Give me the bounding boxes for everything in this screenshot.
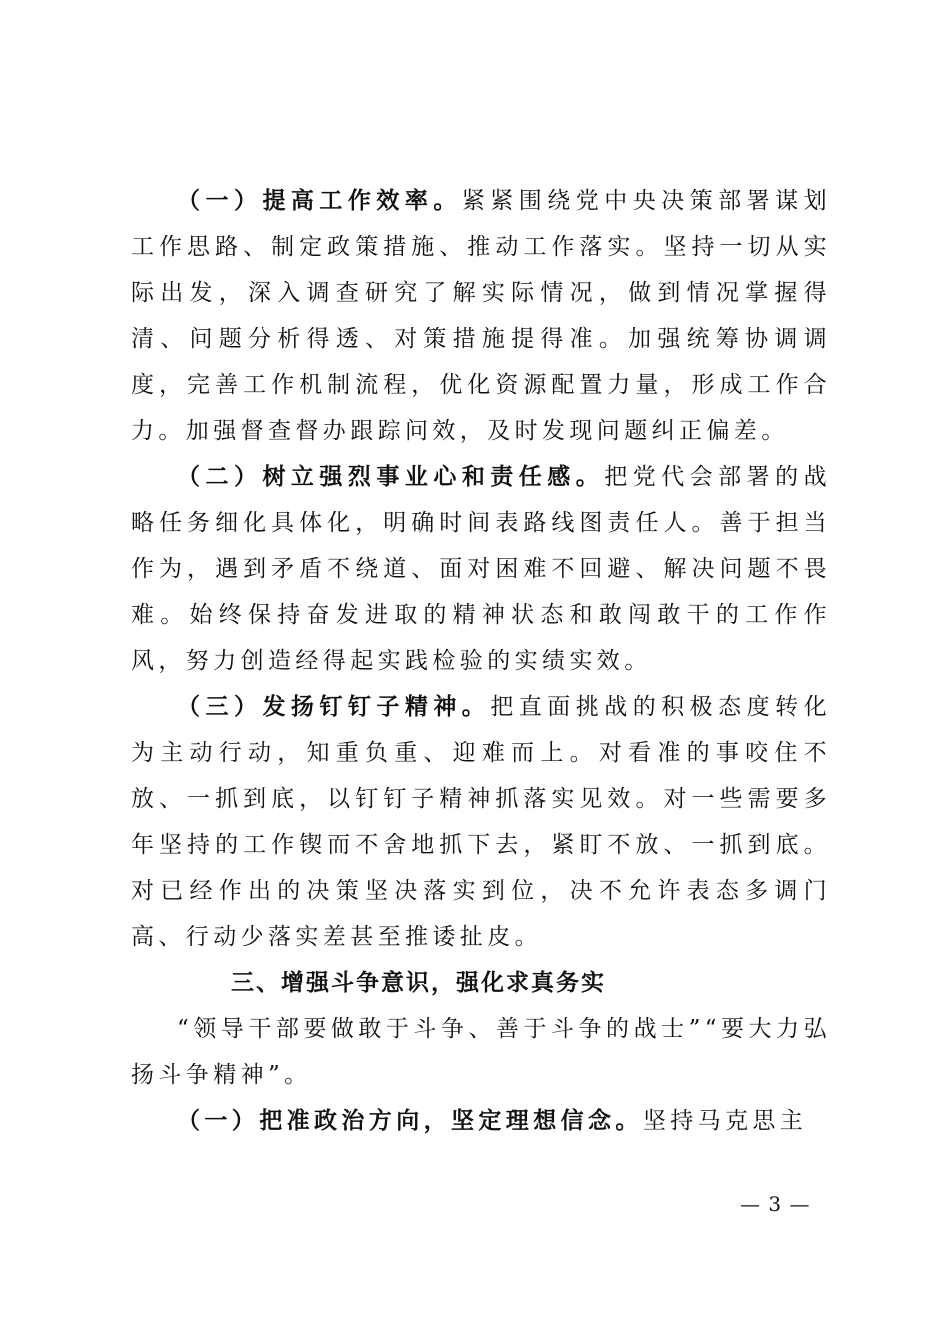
paragraph-body: 坚持马克思主 [642,1108,808,1134]
body-text [131,178,831,1144]
paragraph-body: 把直面挑战的积极态度转化为主动行动，知重负重、迎难而上。对看准的事咬住不放、一抓到底，以钉钉子精神抓落实见效。对一些需要多年坚持的工作锲而不舍地抓下去，紧盯不放、一抓到底。对已经作出的决策坚决落实到位，决不允许表态多调门高、行动少落实差甚至推诿扯皮。 [131,694,831,950]
paragraph-heading: （三）发扬钉钉子精神。 [177,693,491,720]
quote-paragraph: “领导干部要做敢于斗争、善于斗争的战士”“要大力弘扬斗争精神”。 [131,1016,831,1088]
paragraph-heading: （一）把准政治方向，坚定理想信念。 [177,1107,643,1134]
paragraph-improve-efficiency [131,178,831,454]
page-number: — 3 — [740,1192,811,1216]
paragraph-heading: （一）提高工作效率。 [177,187,462,214]
section-title: 三、增强斗争意识，强化求真务实 [231,969,606,996]
paragraph-sense-of-responsibility [131,454,831,684]
paragraph-political-direction [131,1098,831,1144]
paragraph-body: 把党代会部署的战略任务细化具体化，明确时间表路线图责任人。善于担当作为，遇到矛盾不绕道、面对困难不回避、解决问题不畏难。始终保持奋发进取的精神状态和敢闯敢干的工作作风，努力创造经得起实践检验的实绩实效。 [131,464,832,674]
paragraph-body: 紧紧围绕党中央决策部署谋划工作思路、制定政策措施、推动工作落实。坚持一切从实际出发，深入调查研究了解实际情况，做到情况掌握得清、问题分析得透、对策措施提得准。加强统筹协调调度，完善工作机制流程，优化资源配置力量，形成工作合力。加强督查督办跟踪问效，及时发现问题纠正偏差。 [131,188,832,444]
paragraph-heading: （二）树立强烈事业心和责任感。 [177,463,605,490]
paragraph-nail-spirit [131,684,831,960]
